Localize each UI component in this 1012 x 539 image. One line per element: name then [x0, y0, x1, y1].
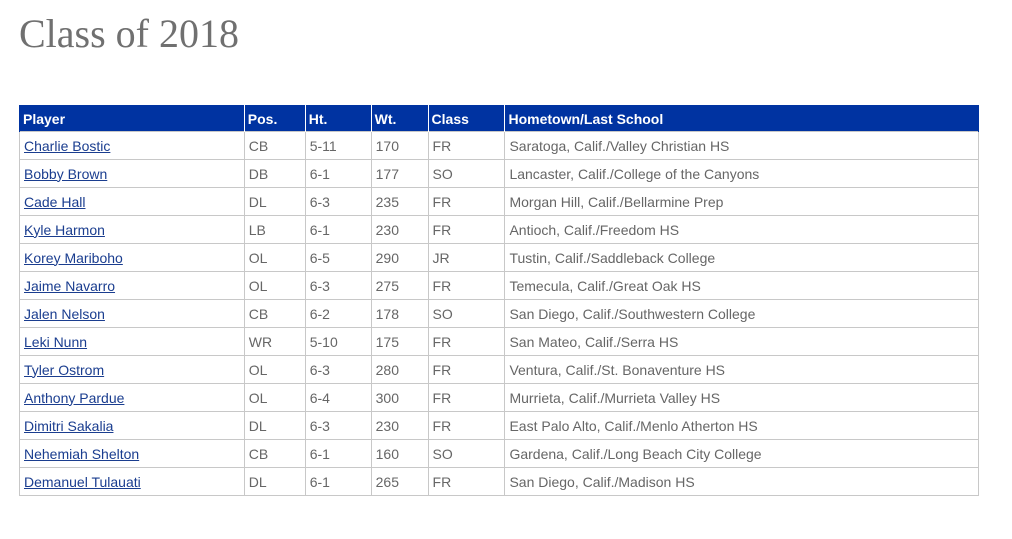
- height-cell: 6-4: [305, 384, 371, 412]
- player-cell: [20, 328, 245, 356]
- height-cell: 5-10: [305, 328, 371, 356]
- weight-cell: 230: [371, 412, 428, 440]
- height-cell: 6-3: [305, 356, 371, 384]
- class-cell: FR: [428, 384, 505, 412]
- player-link[interactable]: Leki Nunn: [24, 333, 88, 350]
- table-header-row: [20, 106, 979, 132]
- hometown-cell: San Mateo, Calif./Serra HS: [505, 328, 979, 356]
- player-link[interactable]: Anthony Pardue: [24, 389, 125, 406]
- weight-cell: 175: [371, 328, 428, 356]
- table-row: [20, 468, 979, 496]
- player-cell: [20, 440, 245, 468]
- hometown-cell: Tustin, Calif./Saddleback College: [505, 244, 979, 272]
- player-cell: [20, 132, 245, 160]
- weight-cell: 290: [371, 244, 428, 272]
- height-cell: 6-1: [305, 160, 371, 188]
- player-link[interactable]: Kyle Harmon: [24, 221, 105, 238]
- player-link[interactable]: Jalen Nelson: [24, 305, 105, 322]
- weight-cell: 280: [371, 356, 428, 384]
- weight-cell: 275: [371, 272, 428, 300]
- position-cell: OL: [244, 384, 305, 412]
- header-weight: Wt.: [371, 106, 428, 132]
- class-cell: FR: [428, 356, 505, 384]
- player-cell: [20, 160, 245, 188]
- player-cell: [20, 244, 245, 272]
- height-cell: 5-11: [305, 132, 371, 160]
- class-cell: SO: [428, 300, 505, 328]
- position-cell: WR: [244, 328, 305, 356]
- height-cell: 6-3: [305, 272, 371, 300]
- position-cell: DB: [244, 160, 305, 188]
- class-cell: SO: [428, 440, 505, 468]
- position-cell: OL: [244, 272, 305, 300]
- position-cell: DL: [244, 188, 305, 216]
- weight-cell: 300: [371, 384, 428, 412]
- weight-cell: 177: [371, 160, 428, 188]
- player-link[interactable]: Jaime Navarro: [24, 277, 116, 294]
- hometown-cell: Gardena, Calif./Long Beach City College: [505, 440, 979, 468]
- table-row: [20, 160, 979, 188]
- table-row: [20, 216, 979, 244]
- header-height: Ht.: [305, 106, 371, 132]
- hometown-cell: Ventura, Calif./St. Bonaventure HS: [505, 356, 979, 384]
- position-cell: OL: [244, 244, 305, 272]
- player-cell: [20, 188, 245, 216]
- player-link[interactable]: Nehemiah Shelton: [24, 445, 140, 462]
- table-row: [20, 272, 979, 300]
- table-row: [20, 244, 979, 272]
- player-cell: [20, 384, 245, 412]
- table-row: [20, 384, 979, 412]
- class-cell: FR: [428, 468, 505, 496]
- position-cell: DL: [244, 468, 305, 496]
- height-cell: 6-2: [305, 300, 371, 328]
- hometown-cell: San Diego, Calif./Madison HS: [505, 468, 979, 496]
- position-cell: CB: [244, 300, 305, 328]
- hometown-cell: San Diego, Calif./Southwestern College: [505, 300, 979, 328]
- player-link[interactable]: Dimitri Sakalia: [24, 417, 114, 434]
- position-cell: LB: [244, 216, 305, 244]
- class-cell: FR: [428, 216, 505, 244]
- position-cell: CB: [244, 132, 305, 160]
- player-cell: [20, 356, 245, 384]
- header-hometown: Hometown/Last School: [505, 106, 979, 132]
- player-cell: [20, 412, 245, 440]
- weight-cell: 160: [371, 440, 428, 468]
- roster-table: [19, 105, 979, 496]
- header-position: Pos.: [244, 106, 305, 132]
- weight-cell: 235: [371, 188, 428, 216]
- player-link[interactable]: Tyler Ostrom: [24, 361, 105, 378]
- table-row: [20, 132, 979, 160]
- height-cell: 6-5: [305, 244, 371, 272]
- player-cell: [20, 468, 245, 496]
- table-row: [20, 300, 979, 328]
- player-cell: [20, 300, 245, 328]
- position-cell: CB: [244, 440, 305, 468]
- hometown-cell: East Palo Alto, Calif./Menlo Atherton HS: [505, 412, 979, 440]
- hometown-cell: Temecula, Calif./Great Oak HS: [505, 272, 979, 300]
- hometown-cell: Saratoga, Calif./Valley Christian HS: [505, 132, 979, 160]
- table-row: [20, 188, 979, 216]
- height-cell: 6-3: [305, 412, 371, 440]
- hometown-cell: Antioch, Calif./Freedom HS: [505, 216, 979, 244]
- weight-cell: 178: [371, 300, 428, 328]
- height-cell: 6-1: [305, 468, 371, 496]
- class-cell: FR: [428, 412, 505, 440]
- class-cell: FR: [428, 272, 505, 300]
- position-cell: DL: [244, 412, 305, 440]
- hometown-cell: Murrieta, Calif./Murrieta Valley HS: [505, 384, 979, 412]
- player-link[interactable]: Demanuel Tulauati: [24, 473, 141, 490]
- player-cell: [20, 272, 245, 300]
- player-link[interactable]: Cade Hall: [24, 193, 86, 210]
- header-player: Player: [20, 106, 245, 132]
- table-row: [20, 328, 979, 356]
- class-cell: FR: [428, 328, 505, 356]
- weight-cell: 230: [371, 216, 428, 244]
- weight-cell: 170: [371, 132, 428, 160]
- position-cell: OL: [244, 356, 305, 384]
- height-cell: 6-1: [305, 216, 371, 244]
- height-cell: 6-1: [305, 440, 371, 468]
- class-cell: SO: [428, 160, 505, 188]
- class-cell: FR: [428, 188, 505, 216]
- class-cell: JR: [428, 244, 505, 272]
- player-link[interactable]: Bobby Brown: [24, 165, 108, 182]
- player-link[interactable]: Korey Mariboho: [24, 249, 123, 266]
- class-cell: FR: [428, 132, 505, 160]
- hometown-cell: Morgan Hill, Calif./Bellarmine Prep: [505, 188, 979, 216]
- page-title: Class of 2018: [19, 11, 239, 56]
- height-cell: 6-3: [305, 188, 371, 216]
- weight-cell: 265: [371, 468, 428, 496]
- table-row: [20, 412, 979, 440]
- player-link[interactable]: Charlie Bostic: [24, 137, 111, 154]
- hometown-cell: Lancaster, Calif./College of the Canyons: [505, 160, 979, 188]
- player-cell: [20, 216, 245, 244]
- table-row: [20, 440, 979, 468]
- table-row: [20, 356, 979, 384]
- header-class: Class: [428, 106, 505, 132]
